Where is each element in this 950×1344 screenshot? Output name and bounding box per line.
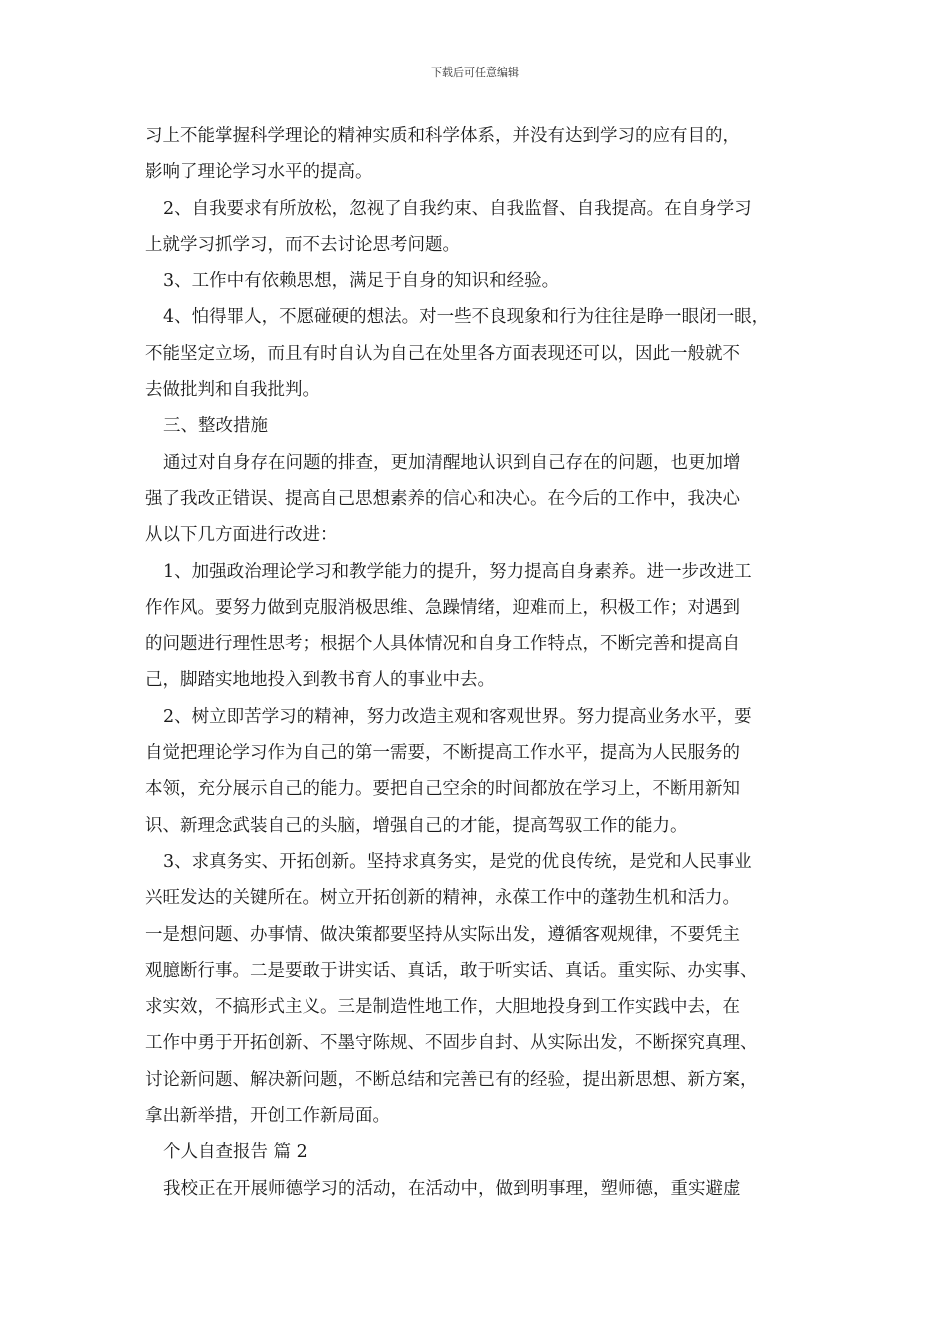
text-line: 1、加强政治理论学习和教学能力的提升，努力提高自身素养。进一步改进工 (163, 561, 752, 582)
text-line: 一是想问题、办事情、做决策都要坚持从实际出发，遵循客观规律，不要凭主 (145, 924, 740, 945)
text-line: 2、树立即苦学习的精神，努力改造主观和客观世界。努力提高业务水平，要 (163, 706, 752, 727)
text-line: 本领，充分展示自己的能力。要把自己空余的时间都放在学习上，不断用新知 (145, 779, 740, 800)
text-line: 影响了理论学习水平的提高。 (145, 162, 373, 183)
text-line: 己，脚踏实地地投入到教书育人的事业中去。 (145, 670, 495, 691)
text-line: 观臆断行事。二是要敢于讲实话、真话，敢于听实话、真话。重实际、办实事、 (145, 960, 758, 981)
text-line: 从以下几方面进行改进： (145, 525, 338, 546)
text-line: 识、新理念武装自己的头脑，增强自己的才能，提高驾驭工作的能力。 (145, 815, 688, 836)
document-body (145, 118, 815, 1207)
section-heading: 三、整改措施 (163, 416, 268, 437)
text-line: 不能坚定立场，而且有时自认为自己在处里各方面表现还可以，因此一般就不 (145, 343, 740, 364)
text-line: 求实效，不搞形式主义。三是制造性地工作，大胆地投身到工作实践中去，在 (145, 997, 740, 1018)
page-header: 下载后可任意编辑 (431, 66, 519, 79)
text-line: 讨论新问题、解决新问题，不断总结和完善已有的经验，提出新思想、新方案， (145, 1069, 758, 1090)
text-line: 上就学习抓学习，而不去讨论思考问题。 (145, 234, 460, 255)
text-line: 兴旺发达的关键所在。树立开拓创新的精神，永葆工作中的蓬勃生机和活力。 (145, 888, 740, 909)
text-line: 3、求真务实、开拓创新。坚持求真务实，是党的优良传统，是党和人民事业 (163, 851, 752, 872)
text-line: 工作中勇于开拓创新、不墨守陈规、不固步自封、从实际出发，不断探究真理、 (145, 1033, 758, 1054)
text-line: 作作风。要努力做到克服消极思维、急躁情绪，迎难而上，积极工作；对遇到 (145, 597, 740, 618)
text-line: 习上不能掌握科学理论的精神实质和科学体系，并没有达到学习的应有目的， (145, 126, 740, 146)
text-line: 2、自我要求有所放松，忽视了自我约束、自我监督、自我提高。在自身学习 (163, 198, 752, 219)
text-line: 自觉把理论学习作为自己的第一需要，不断提高工作水平，提高为人民服务的 (145, 743, 740, 764)
text-line: 通过对自身存在问题的排查，更加清醒地认识到自己存在的问题，也更加增 (163, 452, 741, 473)
section-heading: 个人自查报告 篇 2 (163, 1142, 308, 1163)
text-line: 强了我改正错误、提高自己思想素养的信心和决心。在今后的工作中，我决心 (145, 488, 740, 509)
text-line: 去做批判和自我批判。 (145, 380, 320, 401)
text-line: 拿出新举措，开创工作新局面。 (145, 1106, 390, 1127)
text-line: 4、怕得罪人，不愿碰硬的想法。对一些不良现象和行为往往是睁一眼闭一眼， (163, 307, 770, 328)
text-line: 3、工作中有依赖思想，满足于自身的知识和经验。 (163, 271, 560, 292)
text-line: 我校正在开展师德学习的活动，在活动中，做到明事理，塑师德，重实避虚 (163, 1178, 741, 1199)
text-line: 的问题进行理性思考；根据个人具体情况和自身工作特点，不断完善和提高自 (145, 634, 740, 655)
